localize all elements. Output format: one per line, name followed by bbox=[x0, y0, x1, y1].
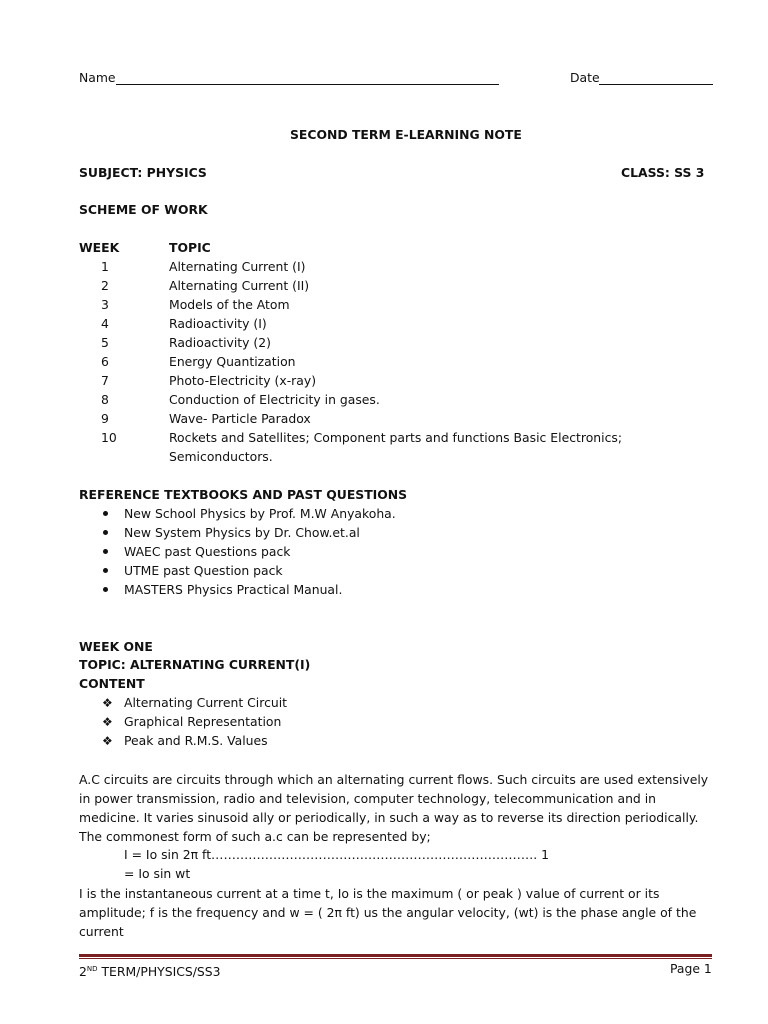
week-topic: Rockets and Satellites; Component parts and functions Basic Electronics; bbox=[169, 430, 623, 445]
date-label: Date bbox=[570, 70, 600, 85]
footer-rule-thin bbox=[79, 958, 712, 959]
reference-item: WAEC past Questions pack bbox=[124, 544, 291, 559]
footer-term-suffix: ND bbox=[86, 965, 98, 973]
content-item: Alternating Current Circuit bbox=[124, 695, 288, 710]
week-number: 10 bbox=[101, 430, 117, 445]
week-column-header: WEEK bbox=[79, 240, 120, 255]
week-topic: Models of the Atom bbox=[169, 297, 290, 312]
week-topic: Conduction of Electricity in gases. bbox=[169, 392, 380, 407]
reference-item: UTME past Question pack bbox=[124, 563, 283, 578]
footer-rule bbox=[79, 954, 712, 957]
week-one-heading: WEEK ONE bbox=[79, 639, 153, 654]
week-topic: Radioactivity (2) bbox=[169, 335, 271, 350]
topic-column-header: TOPIC bbox=[169, 240, 211, 255]
content-item: Peak and R.M.S. Values bbox=[124, 733, 268, 748]
week-one-topic: TOPIC: ALTERNATING CURRENT(I) bbox=[79, 657, 311, 672]
footer-term-rest: TERM/PHYSICS/SS3 bbox=[97, 964, 221, 979]
week-number: 5 bbox=[101, 335, 109, 350]
scheme-heading: SCHEME OF WORK bbox=[79, 202, 208, 217]
class-label: CLASS: SS 3 bbox=[621, 165, 705, 180]
week-number: 7 bbox=[101, 373, 109, 388]
week-topic-continued: Semiconductors. bbox=[169, 449, 273, 464]
bullet-icon bbox=[103, 587, 108, 592]
bullet-icon bbox=[103, 511, 108, 516]
reference-item: New System Physics by Dr. Chow.et.al bbox=[124, 525, 360, 540]
week-number: 1 bbox=[101, 259, 109, 274]
bullet-icon bbox=[103, 549, 108, 554]
footer-left bbox=[79, 960, 221, 981]
subject-label: SUBJECT: PHYSICS bbox=[79, 165, 207, 180]
footer-term-number: 2 bbox=[79, 964, 87, 979]
bullet-icon bbox=[103, 568, 108, 573]
name-label: Name bbox=[79, 70, 116, 85]
reference-item: MASTERS Physics Practical Manual. bbox=[124, 582, 343, 597]
week-number: 4 bbox=[101, 316, 109, 331]
intro-paragraph: A.C circuits are circuits through which an alternating current flows. Such circuits are used extensively in power transmission, radio and television, computer technology, telecommunication and in medicine. It varies sinusoid ally or periodically, in such a way as to reverse its direction periodically. The commonest form of such a.c can be represented by; bbox=[79, 772, 709, 844]
week-number: 6 bbox=[101, 354, 109, 369]
bullet-icon bbox=[103, 530, 108, 535]
diamond-bullet-icon: ❖ bbox=[102, 734, 113, 748]
week-number: 8 bbox=[101, 392, 109, 407]
week-topic: Radioactivity (I) bbox=[169, 316, 267, 331]
content-item: Graphical Representation bbox=[124, 714, 282, 729]
equation-line: I = Io sin 2π ft……………………………………………………………………. 1 bbox=[124, 847, 549, 862]
week-topic: Energy Quantization bbox=[169, 354, 296, 369]
week-number: 9 bbox=[101, 411, 109, 426]
content-label: CONTENT bbox=[79, 676, 145, 691]
week-topic: Alternating Current (I) bbox=[169, 259, 306, 274]
references-heading: REFERENCE TEXTBOOKS AND PAST QUESTIONS bbox=[79, 487, 408, 502]
week-topic: Alternating Current (II) bbox=[169, 278, 310, 293]
page-number: Page 1 bbox=[670, 961, 712, 976]
week-number: 3 bbox=[101, 297, 109, 312]
week-number: 2 bbox=[101, 278, 109, 293]
equation-line: = Io sin wt bbox=[124, 866, 191, 881]
name-underline bbox=[116, 84, 499, 85]
date-underline bbox=[599, 84, 713, 85]
week-topic: Wave- Particle Paradox bbox=[169, 411, 311, 426]
page-title: SECOND TERM E-LEARNING NOTE bbox=[290, 127, 522, 142]
diamond-bullet-icon: ❖ bbox=[102, 715, 113, 729]
diamond-bullet-icon: ❖ bbox=[102, 696, 113, 710]
definition-paragraph: I is the instantaneous current at a time t, Io is the maximum ( or peak ) value of current or its amplitude; f is the frequency and w = ( 2π ft) us the angular velocity, (wt) is the phase angle of the current bbox=[79, 886, 697, 939]
week-topic: Photo-Electricity (x-ray) bbox=[169, 373, 317, 388]
reference-item: New School Physics by Prof. M.W Anyakoha. bbox=[124, 506, 396, 521]
